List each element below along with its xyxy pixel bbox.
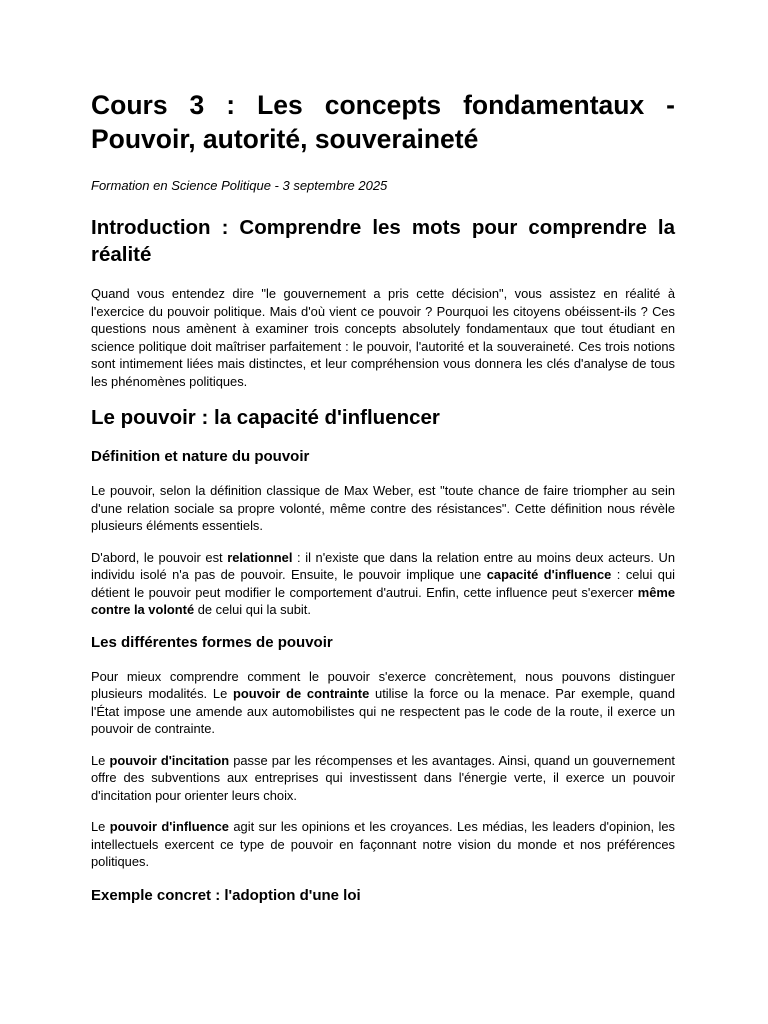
paragraph-weber-definition: Le pouvoir, selon la définition classique de Max Weber, est "toute chance de faire triompher au sein d'une relation sociale sa propre volonté, même contre des résistances". Cette définition nous révèle plusieurs éléments essentiels. xyxy=(91,483,675,533)
text-run: utilise la force ou la menace. Par exemple, quand l'État impose une amende aux automobilistes qui ne respectent pas le code de la route, il exerce un pouvoir de contrainte. xyxy=(91,686,676,736)
paragraph-power-characteristics xyxy=(91,549,675,619)
section-heading-pouvoir: Le pouvoir : la capacité d'influencer xyxy=(91,406,440,429)
intro-heading: Introduction : Comprendre les mots pour comprendre la réalité xyxy=(91,216,675,266)
term-pouvoir-contrainte: pouvoir de contrainte xyxy=(233,686,370,701)
subheading-formes: Les différentes formes de pouvoir xyxy=(91,633,333,651)
paragraph-influence xyxy=(91,818,675,871)
term-relationnel: relationnel xyxy=(227,549,293,565)
term-capacite-influence: capacité d'influence xyxy=(486,567,612,582)
term-pouvoir-incitation: pouvoir d'incitation xyxy=(109,752,230,768)
paragraph-incitation xyxy=(91,752,675,805)
term-pouvoir-influence: pouvoir d'influence xyxy=(109,819,229,834)
term-meme-contre-volonte: même contre la volonté xyxy=(91,584,675,617)
document-subtitle: Formation en Science Politique - 3 septembre 2025 xyxy=(91,178,388,193)
paragraph-contrainte xyxy=(91,668,675,738)
text-run: Pour mieux comprendre comment le pouvoir s'exerce concrètement, nous pouvons distinguer plusieurs modalités. Le xyxy=(91,668,675,701)
text-run: de celui qui la subit. xyxy=(194,602,311,617)
text-run: Le xyxy=(91,752,110,768)
text-run: D'abord, le pouvoir est xyxy=(91,549,228,565)
text-run: : celui qui détient le pouvoir peut modifier le comportement d'autrui. Enfin, cette influence peut s'exercer xyxy=(91,567,675,600)
intro-paragraph: Quand vous entendez dire "le gouvernement a pris cette décision", vous assistez en réalité à l'exercice du pouvoir politique. Mais d'où vient ce pouvoir ? Pourquoi les citoyens obéissent-ils ? Ces questions nous amènent à examiner trois concepts absolutely fondamentaux que tout étudiant en science politique doit maîtriser parfaitement : le pouvoir, l'autorité et la souveraineté. Ces trois notions sont intimement liées mais distinctes, et leur compréhension vous donnera les clés d'analyse de tous les phénomènes politiques. xyxy=(91,286,675,389)
document-title: Cours 3 : Les concepts fondamentaux - Pouvoir, autorité, souveraineté xyxy=(91,90,675,154)
text-run: Le xyxy=(91,819,110,834)
text-run: agit sur les opinions et les croyances. Les médias, les leaders d'opinion, les intellectuels exercent ce type de pouvoir en façonnant notre vision du monde et nos préférences politiques. xyxy=(91,819,675,869)
subheading-definition: Définition et nature du pouvoir xyxy=(91,448,310,465)
text-run: : il n'existe que dans la relation entre au moins deux acteurs. Un individu isolé n'a pas de pouvoir. Ensuite, le pouvoir implique une xyxy=(91,549,675,582)
text-run: passe par les récompenses et les avantages. Ainsi, quand un gouvernement offre des subventions aux entreprises qui investissent dans l'énergie verte, il exerce un pouvoir d'incitation pour orienter leurs choix. xyxy=(91,752,676,803)
subheading-exemple: Exemple concret : l'adoption d'une loi xyxy=(91,886,361,904)
